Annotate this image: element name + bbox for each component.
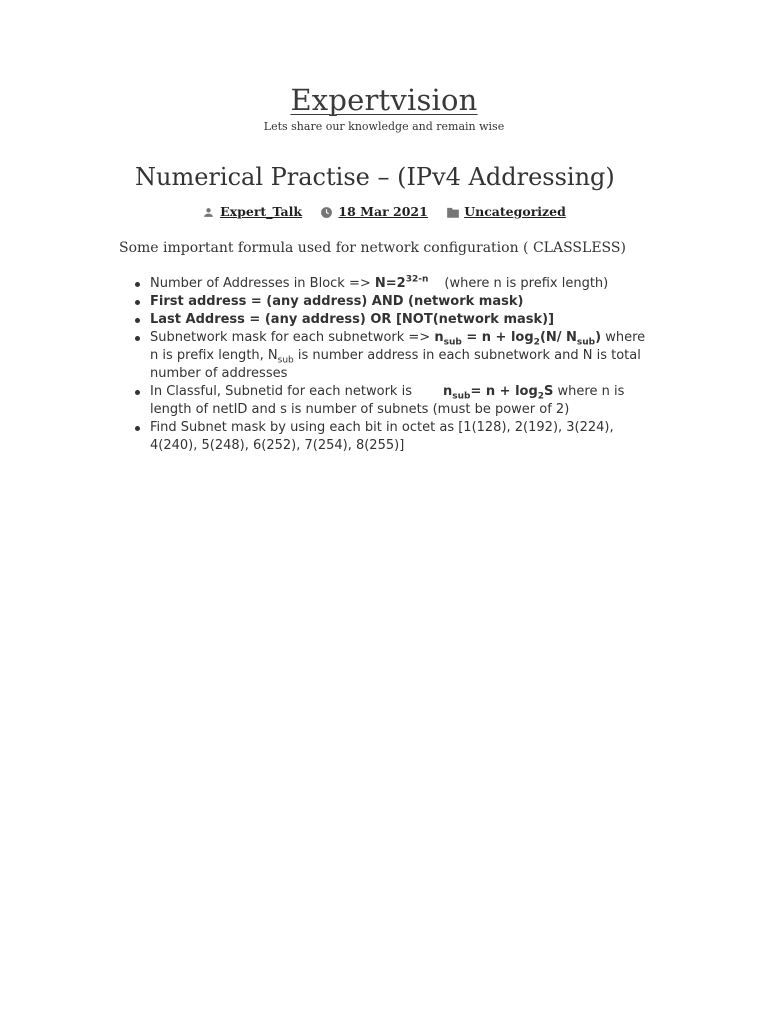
item-text: is number address in each subnetwork and N is total number of addresses (150, 348, 641, 381)
list-item (150, 275, 650, 293)
date-link[interactable]: 18 Mar 2021 (338, 204, 428, 219)
formula-sub: 2 (533, 337, 540, 348)
formula-part: n (442, 384, 453, 399)
post-author (202, 203, 302, 221)
site-header (0, 82, 768, 134)
folder-icon (446, 206, 459, 219)
post-date (320, 203, 427, 221)
formula-part: (N/ N (539, 330, 577, 345)
formula-sub: sub (277, 355, 294, 366)
list-item (150, 329, 650, 383)
post-intro: Some important formula used for network configuration ( CLASSLESS) (119, 240, 626, 256)
site-title-link[interactable]: Expertvision (290, 83, 478, 117)
formula-part: ) (595, 330, 602, 345)
post-meta (0, 203, 768, 224)
item-note: (where n is prefix length) (444, 276, 609, 291)
formula-sub: 2 (537, 391, 545, 402)
post-category (446, 203, 566, 221)
formula-part: n (434, 330, 444, 345)
formula-part: = n + log (461, 330, 534, 345)
formula-sub: sub (576, 337, 596, 348)
formula-exponent: 32-n (405, 274, 429, 285)
formula-sub: sub (452, 391, 471, 402)
list-item: Last Address = (any address) OR [NOT(network mask)] (150, 311, 650, 329)
list-item: Find Subnet mask by using each bit in octet as [1(128), 2(192), 3(224), 4(240), 5(248), 6(252), 7(254), 8(255)] (150, 419, 650, 455)
formula-part: = n + log (470, 384, 538, 399)
item-text: Subnetwork mask for each subnetwork => (150, 330, 435, 345)
author-link[interactable]: Expert_Talk (220, 204, 303, 219)
formula-list (150, 275, 650, 455)
item-text: where n is length of netID and s is number of subnets (must be power of 2) (150, 384, 625, 417)
list-item: First address = (any address) AND (network mask) (150, 293, 650, 311)
item-text: In Classful, Subnetid for each network is (150, 384, 412, 399)
clock-icon (320, 206, 333, 219)
item-text: where n is prefix length, N (150, 330, 646, 363)
formula-sub: sub (443, 337, 462, 348)
post-title: Numerical Practise – (IPv4 Addressing) (135, 163, 615, 191)
site-tagline: Lets share our knowledge and remain wise (263, 120, 505, 133)
formula-part: S (544, 384, 554, 399)
person-icon (202, 206, 215, 219)
list-item (150, 383, 650, 419)
formula-n: N=2 (374, 276, 406, 291)
item-text: Number of Addresses in Block => (150, 276, 375, 291)
category-link[interactable]: Uncategorized (464, 204, 566, 219)
